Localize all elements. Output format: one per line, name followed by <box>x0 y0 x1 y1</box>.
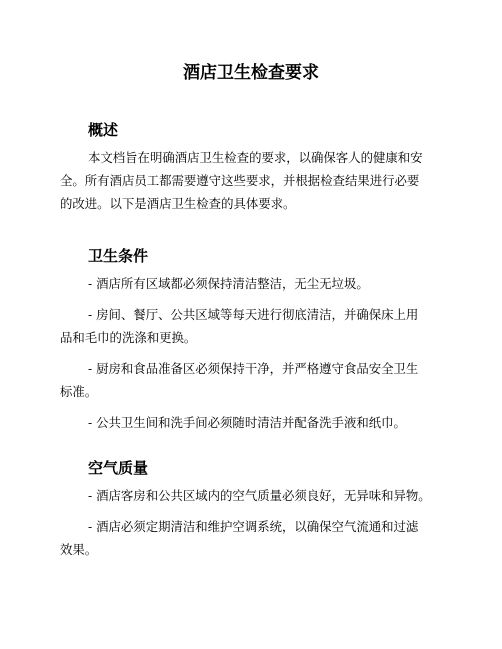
list-item: - 公共卫生间和洗手间必须随时清洁并配备洗手液和纸巾。 <box>88 415 406 430</box>
list-item-continuation: 品和毛巾的洗涤和更换。 <box>60 330 197 345</box>
overview-line-3: 的改进。以下是酒店卫生检查的具体要求。 <box>60 196 296 211</box>
list-item: - 酒店必须定期清洁和维护空调系统，以确保空气流通和过滤 <box>88 519 419 534</box>
overview-line-2: 全。所有酒店员工都需要遵守这些要求，并根据检查结果进行必要 <box>60 173 420 188</box>
overview-line-1: 本文档旨在明确酒店卫生检查的要求，以确保客人的健康和安 <box>88 150 423 165</box>
list-item: - 酒店客房和公共区域内的空气质量必须良好，无异味和异物。 <box>88 488 431 503</box>
list-item-continuation: 效果。 <box>60 542 98 557</box>
section-heading-air-quality: 空气质量 <box>88 459 149 477</box>
section-heading-hygiene-conditions: 卫生条件 <box>88 247 149 265</box>
document-title: 酒店卫生检查要求 <box>183 63 319 83</box>
list-item-continuation: 标准。 <box>60 384 98 399</box>
list-item: - 房间、餐厅、公共区域等每天进行彻底清洁，并确保床上用 <box>88 307 419 322</box>
list-item: - 厨房和食品准备区必须保持干净，并严格遵守食品安全卫生 <box>88 361 419 376</box>
section-heading-overview: 概述 <box>88 121 119 139</box>
list-item: - 酒店所有区域都必须保持清洁整洁，无尘无垃圾。 <box>88 276 369 291</box>
